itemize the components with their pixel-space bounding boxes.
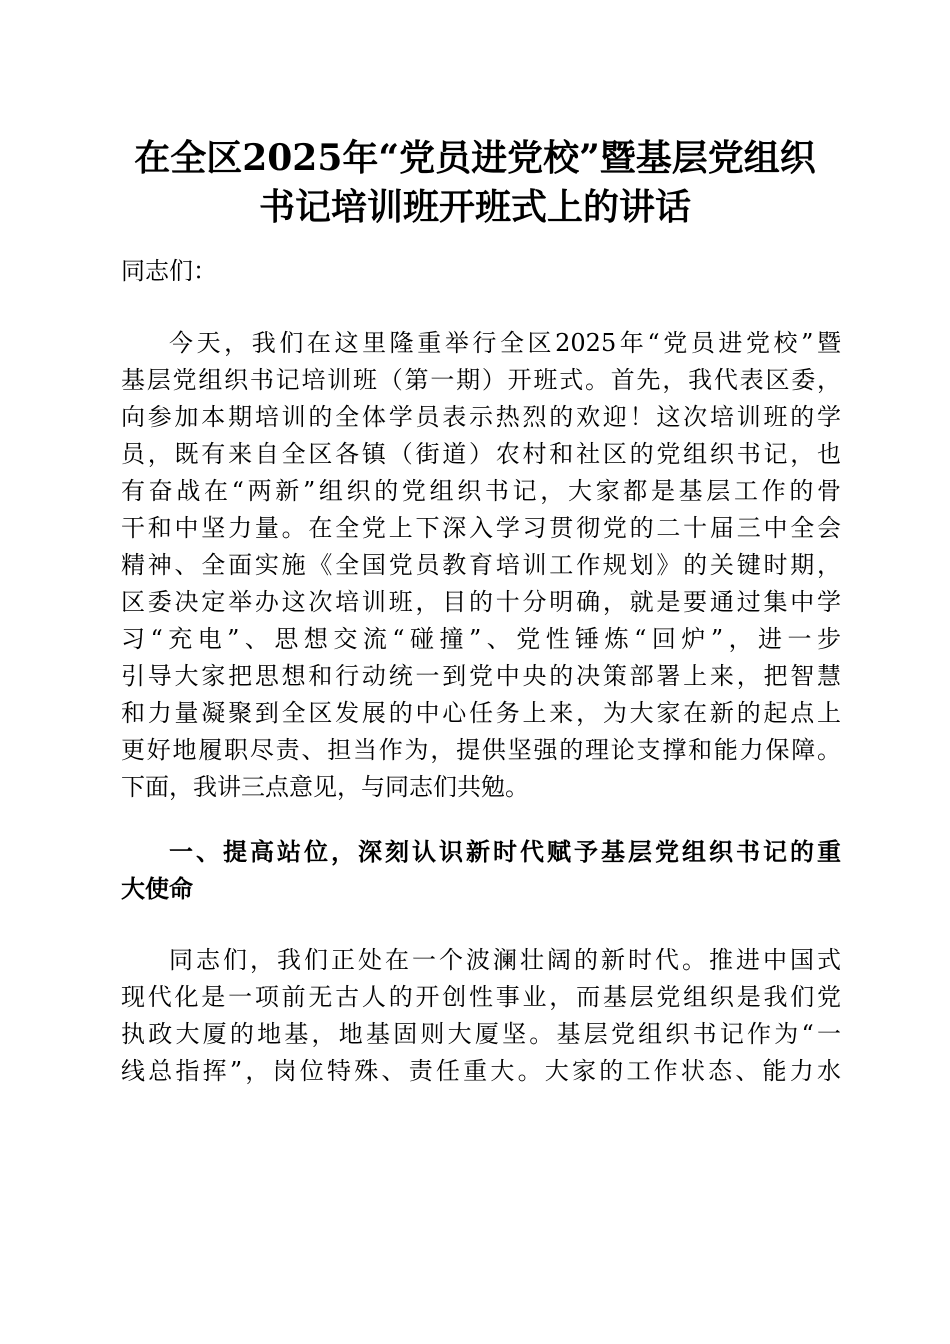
paragraph-line: 习“充电”、思想交流“碰撞”、党性锤炼“回炉”，进一步: [121, 625, 841, 653]
paragraph-line: 执政大厦的地基，地基固则大厦坚。基层党组织书记作为“一: [121, 1020, 841, 1048]
paragraph-line: 员，既有来自全区各镇（街道）农村和社区的党组织书记，也: [121, 440, 841, 468]
paragraph-line: 今天，我们在这里隆重举行全区2025年“党员进党校”暨: [169, 329, 841, 357]
salutation: 同志们：: [121, 257, 217, 285]
paragraph-line: 同志们，我们正处在一个波澜壮阔的新时代。推进中国式: [169, 946, 841, 974]
paragraph-line: 有奋战在“两新”组织的党组织书记，大家都是基层工作的骨: [121, 477, 841, 505]
section-heading-line: 大使命: [121, 875, 193, 903]
section-heading-line: 一、提高站位，深刻认识新时代赋予基层党组织书记的重: [169, 838, 841, 866]
paragraph-line: 区委决定举办这次培训班，目的十分明确，就是要通过集中学: [121, 588, 841, 616]
paragraph-line: 精神、全面实施《全国党员教育培训工作规划》的关键时期，: [121, 551, 841, 579]
paragraph-line: 和力量凝聚到全区发展的中心任务上来，为大家在新的起点上: [121, 699, 841, 727]
paragraph-line: 线总指挥”，岗位特殊、责任重大。大家的工作状态、能力水: [121, 1057, 841, 1085]
paragraph-line: 下面，我讲三点意见，与同志们共勉。: [121, 773, 529, 801]
document-title-line-2: 书记培训班开班式上的讲话: [258, 186, 691, 228]
paragraph-line: 干和中坚力量。在全党上下深入学习贯彻党的二十届三中全会: [121, 514, 841, 542]
paragraph-line: 基层党组织书记培训班（第一期）开班式。首先，我代表区委，: [121, 366, 841, 394]
paragraph-line: 引导大家把思想和行动统一到党中央的决策部署上来，把智慧: [121, 662, 841, 690]
paragraph-line: 更好地履职尽责、担当作为，提供坚强的理论支撑和能力保障。: [121, 736, 841, 764]
document-title-line-1: 在全区2025年“党员进党校”暨基层党组织: [134, 137, 816, 179]
paragraph-line: 现代化是一项前无古人的开创性事业，而基层党组织是我们党: [121, 983, 841, 1011]
paragraph-line: 向参加本期培训的全体学员表示热烈的欢迎！这次培训班的学: [121, 403, 841, 431]
